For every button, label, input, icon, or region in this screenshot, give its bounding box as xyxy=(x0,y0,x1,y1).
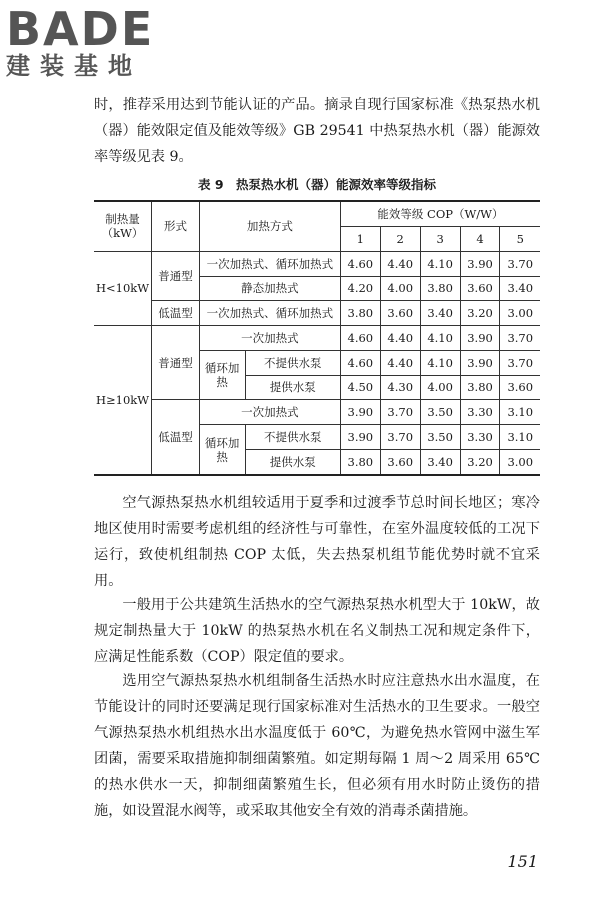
cop-cell: 4.10 xyxy=(420,251,460,276)
efficiency-table xyxy=(94,200,540,476)
body-paragraph: 一般用于公共建筑生活热水的空气源热泵热水机型大于 10kW，故规定制热量大于 10kW 的热泵热水机在名义制热工况和规定条件下，应满足性能系数（COP）限定值的要求。 xyxy=(94,597,540,665)
cop-cell: 3.40 xyxy=(500,276,540,301)
capacity-large: H≥10kW xyxy=(94,326,152,475)
cop-cell: 4.00 xyxy=(380,276,420,301)
cop-cell: 3.60 xyxy=(380,301,420,326)
cop-cell: 4.20 xyxy=(340,276,380,301)
method-cell: 一次加热式、循环加热式 xyxy=(199,301,340,326)
header-grade: 4 xyxy=(460,227,500,252)
cop-cell: 4.10 xyxy=(420,326,460,351)
cop-cell: 3.40 xyxy=(420,301,460,326)
cop-cell: 3.30 xyxy=(460,400,500,425)
cop-cell: 3.00 xyxy=(500,449,540,475)
cop-cell: 4.10 xyxy=(420,350,460,375)
body-paragraph: 选用空气源热泵热水机组制备生活热水时应注意热水出水温度，在节能设计的同时还要满足现行国家标准对生活热水的卫生要求。一般空气源热泵热水机组热水出水温度低于 60℃，为避免热水管网中滋生军团菌，需要采取措施抑制细菌繁殖。如定期每隔 1 周～2 周采用 65℃ 的热水供水一天，抑制细菌繁殖生长，但必须有用水时防止烫伤的措施，如设置混水阀等，或采取其他安全有效的消毒杀菌措施。 xyxy=(94,673,540,819)
cop-cell: 3.80 xyxy=(340,449,380,475)
cop-cell: 3.50 xyxy=(420,400,460,425)
header-cop: 能效等级 COP（W/W） xyxy=(340,201,540,227)
method-cell: 提供水泵 xyxy=(245,449,340,475)
header-capacity: 制热量（kW） xyxy=(94,201,152,251)
logo xyxy=(6,4,176,80)
cop-cell: 3.90 xyxy=(340,425,380,450)
method-cell: 静态加热式 xyxy=(199,276,340,301)
cop-cell: 3.90 xyxy=(460,251,500,276)
cop-cell: 4.60 xyxy=(340,350,380,375)
logo-subtitle: 建装基地 xyxy=(6,52,142,80)
header-form: 形式 xyxy=(152,201,200,251)
cop-cell: 4.50 xyxy=(340,375,380,400)
method-cell: 不提供水泵 xyxy=(245,425,340,450)
cop-cell: 3.70 xyxy=(500,251,540,276)
cop-cell: 4.40 xyxy=(380,251,420,276)
method-cell: 一次加热式、循环加热式 xyxy=(199,251,340,276)
cop-cell: 3.40 xyxy=(420,449,460,475)
table-caption: 表 9 热泵热水机（器）能源效率等级指标 xyxy=(197,177,437,192)
cop-cell: 4.60 xyxy=(340,251,380,276)
header-grade: 5 xyxy=(500,227,540,252)
cop-cell: 3.60 xyxy=(460,276,500,301)
capacity-small: H<10kW xyxy=(94,251,152,325)
method-cell: 不提供水泵 xyxy=(245,350,340,375)
form-normal: 普通型 xyxy=(152,326,200,400)
intro-paragraph: 时，推荐采用达到节能认证的产品。摘录自现行国家标准《热泵热水机（器）能效限定值及能效等级》GB 29541 中热泵热水机（器）能源效率等级见表 9。 xyxy=(94,97,540,165)
cop-cell: 3.00 xyxy=(500,301,540,326)
cop-cell: 4.40 xyxy=(380,326,420,351)
cop-cell: 3.80 xyxy=(340,301,380,326)
form-normal: 普通型 xyxy=(152,251,200,301)
page-number: 151 xyxy=(507,852,538,871)
cop-cell: 3.80 xyxy=(420,276,460,301)
method-circulating: 循环加热 xyxy=(199,350,245,400)
table-row xyxy=(94,301,540,326)
cop-cell: 3.60 xyxy=(500,375,540,400)
cop-cell: 3.60 xyxy=(380,449,420,475)
cop-cell: 3.70 xyxy=(380,425,420,450)
form-low: 低温型 xyxy=(152,301,200,326)
method-cell: 一次加热式 xyxy=(199,400,340,425)
cop-cell: 3.70 xyxy=(380,400,420,425)
table-row xyxy=(94,251,540,276)
header-grade: 1 xyxy=(340,227,380,252)
cop-cell: 4.60 xyxy=(340,326,380,351)
table-row xyxy=(94,400,540,425)
table-row xyxy=(94,326,540,351)
cop-cell: 3.80 xyxy=(460,375,500,400)
cop-cell: 3.20 xyxy=(460,301,500,326)
cop-cell: 4.40 xyxy=(380,350,420,375)
cop-cell: 4.00 xyxy=(420,375,460,400)
cop-cell: 3.30 xyxy=(460,425,500,450)
cop-cell: 3.90 xyxy=(340,400,380,425)
method-cell: 一次加热式 xyxy=(199,326,340,351)
method-cell: 提供水泵 xyxy=(245,375,340,400)
cop-cell: 3.70 xyxy=(500,350,540,375)
cop-cell: 4.30 xyxy=(380,375,420,400)
cop-cell: 3.90 xyxy=(460,326,500,351)
logo-brand: BADE xyxy=(6,2,155,56)
cop-cell: 3.10 xyxy=(500,400,540,425)
cop-cell: 3.10 xyxy=(500,425,540,450)
form-low: 低温型 xyxy=(152,400,200,475)
method-circulating: 循环加热 xyxy=(199,425,245,475)
cop-cell: 3.20 xyxy=(460,449,500,475)
header-heating-method: 加热方式 xyxy=(199,201,340,251)
cop-cell: 3.70 xyxy=(500,326,540,351)
cop-cell: 3.90 xyxy=(460,350,500,375)
header-grade: 3 xyxy=(420,227,460,252)
header-grade: 2 xyxy=(380,227,420,252)
body-paragraph: 空气源热泵热水机组较适用于夏季和过渡季节总时间长地区；寒冷地区使用时需要考虑机组的经济性与可靠性，在室外温度较低的工况下运行，致使机组制热 COP 太低，失去热泵机组节能优势时就不宜采用。 xyxy=(94,495,540,589)
cop-cell: 3.50 xyxy=(420,425,460,450)
